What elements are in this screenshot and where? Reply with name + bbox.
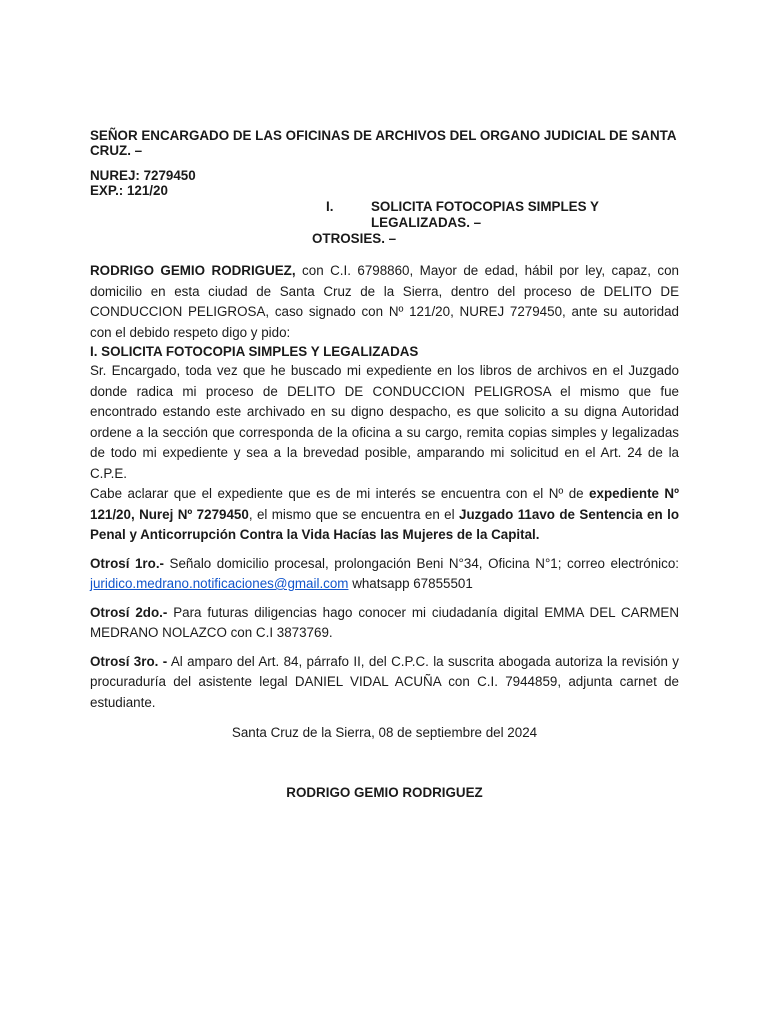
email-link[interactable]: juridico.medrano.notificaciones@gmail.com [90,576,349,591]
intro-text: con C.I. 6798860, Mayor de edad, hábil por ley, capaz, con domicilio en esta ciudad de Santa Cruz de la Sierra, dentro del proceso de DELITO DE CONDUCCION PELIGROSA, caso signado con Nº 121/20, NUREJ 7279450, ante su autoridad con el debido respeto digo y pido: [90,263,679,340]
intro-paragraph [90,261,679,343]
signature-name: RODRIGO GEMIO RODRIGUEZ [286,785,483,800]
addressee: SEÑOR ENCARGADO DE LAS OFICINAS DE ARCHIVOS DEL ORGANO JUDICIAL DE SANTA CRUZ. – [90,128,677,158]
sumilla-item: SOLICITA FOTOCOPIAS SIMPLES Y LEGALIZADAS. – [371,199,599,230]
expediente-reference: expediente Nº 121/20, Nurej Nº 7279450 [90,486,679,522]
otrosi-3 [90,652,679,714]
clarification-text-1: Cabe aclarar que el expediente que es de mi interés se encuentra con el Nº de [90,486,590,501]
otrosi-1-label: Otrosí 1ro.- [90,555,164,571]
otrosi-2-label: Otrosí 2do.- [90,604,168,620]
section-title: I. SOLICITA FOTOCOPIA SIMPLES Y LEGALIZADAS [90,344,419,359]
case-identifiers [90,168,679,198]
place-date: Santa Cruz de la Sierra, 08 de septiembre del 2024 [231,725,538,740]
sumilla [312,199,679,247]
document-page [90,128,679,800]
otrosi-3-text: Al amparo del Art. 84, párrafo II, del C.P.C. la suscrita abogada autoriza la revisión y procuraduría del asistente legal DANIEL VIDAL ACUÑA con C.I. 7944859, adjunta carnet de estudiante. [90,653,679,710]
nurej-line: NUREJ: 7279450 [90,168,196,183]
otrosi-1-tail: whatsapp 67855501 [348,576,473,591]
otrosi-1 [90,554,679,595]
clarification-paragraph [90,484,679,546]
otrosi-2-text: Para futuras diligencias hago conocer mi ciudadanía digital EMMA DEL CARMEN MEDRANO NOLAZCO con C.I 3873769. [90,604,679,640]
otrosi-2 [90,603,679,644]
sumilla-number: I. [326,199,334,214]
exp-line: EXP.: 121/20 [90,183,168,198]
sumilla-otrosies: OTROSIES. – [312,231,397,246]
request-paragraph: Sr. Encargado, toda vez que he buscado mi expediente en los libros de archivos en el Juzgado donde radica mi proceso de DELITO DE CONDUCCION PELIGROSA el mismo que fue encontrado estando este archivado en su digno despacho, es que solicito a su digna Autoridad ordene a la sección que corresponda de la oficina a su cargo, remita copias simples y legalizadas de todo mi expediente y sea a la brevedad posible, amparando mi solicitud en el Art. 24 de la C.P.E. [90,363,679,481]
otrosi-1-text: Señalo domicilio procesal, prolongación Beni N°34, Oficina N°1; correo electrónico: [164,555,680,571]
petitioner-name: RODRIGO GEMIO RODRIGUEZ, [90,263,296,278]
court-name: Juzgado 11avo de Sentencia en lo Penal y Anticorrupción Contra la Vida Hacías las Mujeres de la Capital. [90,506,679,542]
otrosi-3-label: Otrosí 3ro. - [90,653,168,669]
clarification-text-2: , el mismo que se encuentra en el [248,506,460,522]
